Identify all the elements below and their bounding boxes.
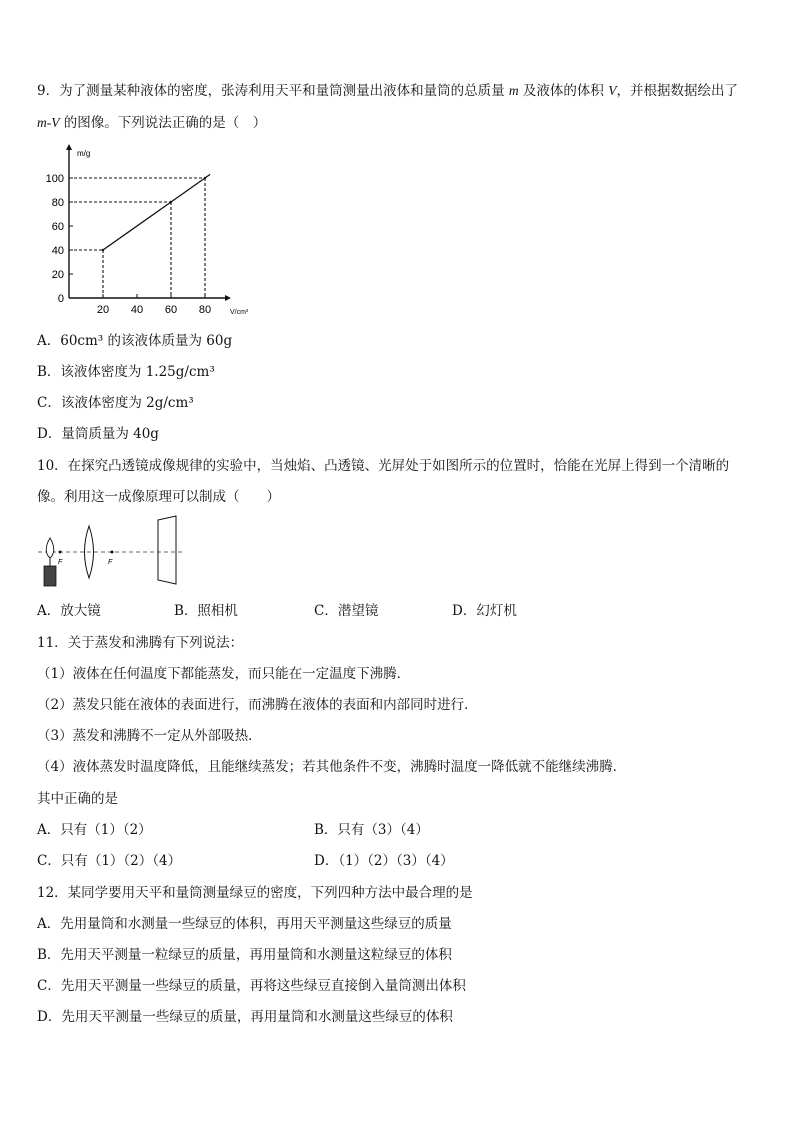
q11-option-b: B．只有（3）（4） bbox=[314, 822, 429, 838]
q11-stem: 11．关于蒸发和沸腾有下列说法： bbox=[37, 635, 244, 651]
y-tick-label: 100 bbox=[45, 173, 64, 185]
q9-option-b: B．该液体密度为 1.25g/cm³ bbox=[37, 364, 215, 380]
x-tick-label: 60 bbox=[164, 304, 178, 316]
q11-option-d: D．（1）（2）（3）（4） bbox=[314, 853, 454, 869]
x-tick-label: 20 bbox=[96, 304, 110, 316]
focal-point-left bbox=[59, 551, 62, 554]
var-v: V bbox=[608, 83, 617, 98]
lens-diagram bbox=[36, 514, 186, 588]
y-axis-label: m/g bbox=[77, 149, 91, 158]
data-point bbox=[102, 249, 104, 251]
var-mv: m-V bbox=[37, 115, 60, 130]
q12-option-b: B．先用天平测量一粒绿豆的质量，再用量筒和水测量这粒绿豆的体积 bbox=[37, 947, 452, 963]
q11-statement-1: （1）液体在任何温度下都能蒸发，而只能在一定温度下沸腾． bbox=[37, 666, 411, 682]
data-point bbox=[170, 201, 172, 203]
q10-option-a: A．放大镜 bbox=[37, 603, 101, 619]
x-tick-label: 40 bbox=[130, 304, 144, 316]
q9-option-d: D．量筒质量为 40g bbox=[37, 426, 159, 442]
focal-label-left: F bbox=[58, 559, 63, 566]
data-point bbox=[204, 177, 206, 179]
x-axis-label: V/cm³ bbox=[230, 309, 248, 316]
y-axis-arrow bbox=[66, 144, 72, 150]
focal-point-right bbox=[111, 551, 114, 554]
q10-option-c: C．潜望镜 bbox=[314, 603, 379, 619]
q12-option-a: A．先用量筒和水测量一些绿豆的体积，再用天平测量这些绿豆的质量 bbox=[37, 916, 452, 932]
q11-statement-3: （3）蒸发和沸腾不一定从外部吸热． bbox=[37, 728, 262, 744]
q10-stem-line1: 10．在探究凸透镜成像规律的实验中，当烛焰、凸透镜、光屏处于如图所示的位置时，恰能在光屏上得到一个清晰的 bbox=[37, 458, 730, 474]
q11-prompt: 其中正确的是 bbox=[37, 791, 118, 807]
mv-chart bbox=[38, 142, 248, 320]
focal-label-right: F bbox=[108, 559, 113, 566]
q12-option-c: C．先用天平测量一些绿豆的质量，再将这些绿豆直接倒入量筒测出体积 bbox=[37, 978, 466, 994]
y-tick-label: 80 bbox=[51, 197, 64, 209]
q10-option-b: B．照相机 bbox=[174, 603, 238, 619]
q11-option-c: C．只有（1）（2）（4） bbox=[37, 853, 182, 869]
q12-stem: 12．某同学要用天平和量筒测量绿豆的密度，下列四种方法中最合理的是 bbox=[37, 885, 473, 901]
q9-option-a: A．60cm³ 的该液体质量为 60g bbox=[37, 333, 233, 349]
q10-option-d: D．幻灯机 bbox=[452, 603, 517, 619]
q11-statement-2: （2）蒸发只能在液体的表面进行，而沸腾在液体的表面和内部同时进行． bbox=[37, 697, 478, 713]
x-axis-arrow bbox=[225, 295, 231, 301]
x-tick-label: 80 bbox=[198, 304, 212, 316]
q10-stem-line2: 像。利用这一成像原理可以制成（ ） bbox=[37, 489, 280, 505]
q9-stem-line2: m-V 的图像。下列说法正确的是（ ） bbox=[37, 115, 267, 131]
series-line bbox=[103, 174, 210, 250]
candle-body bbox=[44, 566, 56, 586]
y-tick-label: 60 bbox=[51, 221, 64, 233]
y-tick-label: 40 bbox=[51, 245, 64, 257]
y-tick-label: 0 bbox=[57, 293, 64, 305]
q9-option-c: C．该液体密度为 2g/cm³ bbox=[37, 395, 194, 411]
q9-stem-line1: 9．为了测量某种液体的密度，张涛利用天平和量筒测量出液体和量筒的总质量 m 及液体的体积 V，并根据数据绘出了 bbox=[37, 83, 738, 99]
y-tick-label: 20 bbox=[51, 269, 64, 281]
q11-option-a: A．只有（1）（2） bbox=[37, 822, 152, 838]
q11-statement-4: （4）液体蒸发时温度降低，且能继续蒸发；若其他条件不变，沸腾时温度一降低就不能继续沸腾． bbox=[37, 759, 627, 775]
candle-flame bbox=[46, 538, 54, 558]
var-m: m bbox=[508, 83, 519, 98]
light-screen bbox=[158, 516, 176, 584]
q12-option-d: D．先用天平测量一些绿豆的质量，再用量筒和水测量这些绿豆的体积 bbox=[37, 1009, 453, 1025]
